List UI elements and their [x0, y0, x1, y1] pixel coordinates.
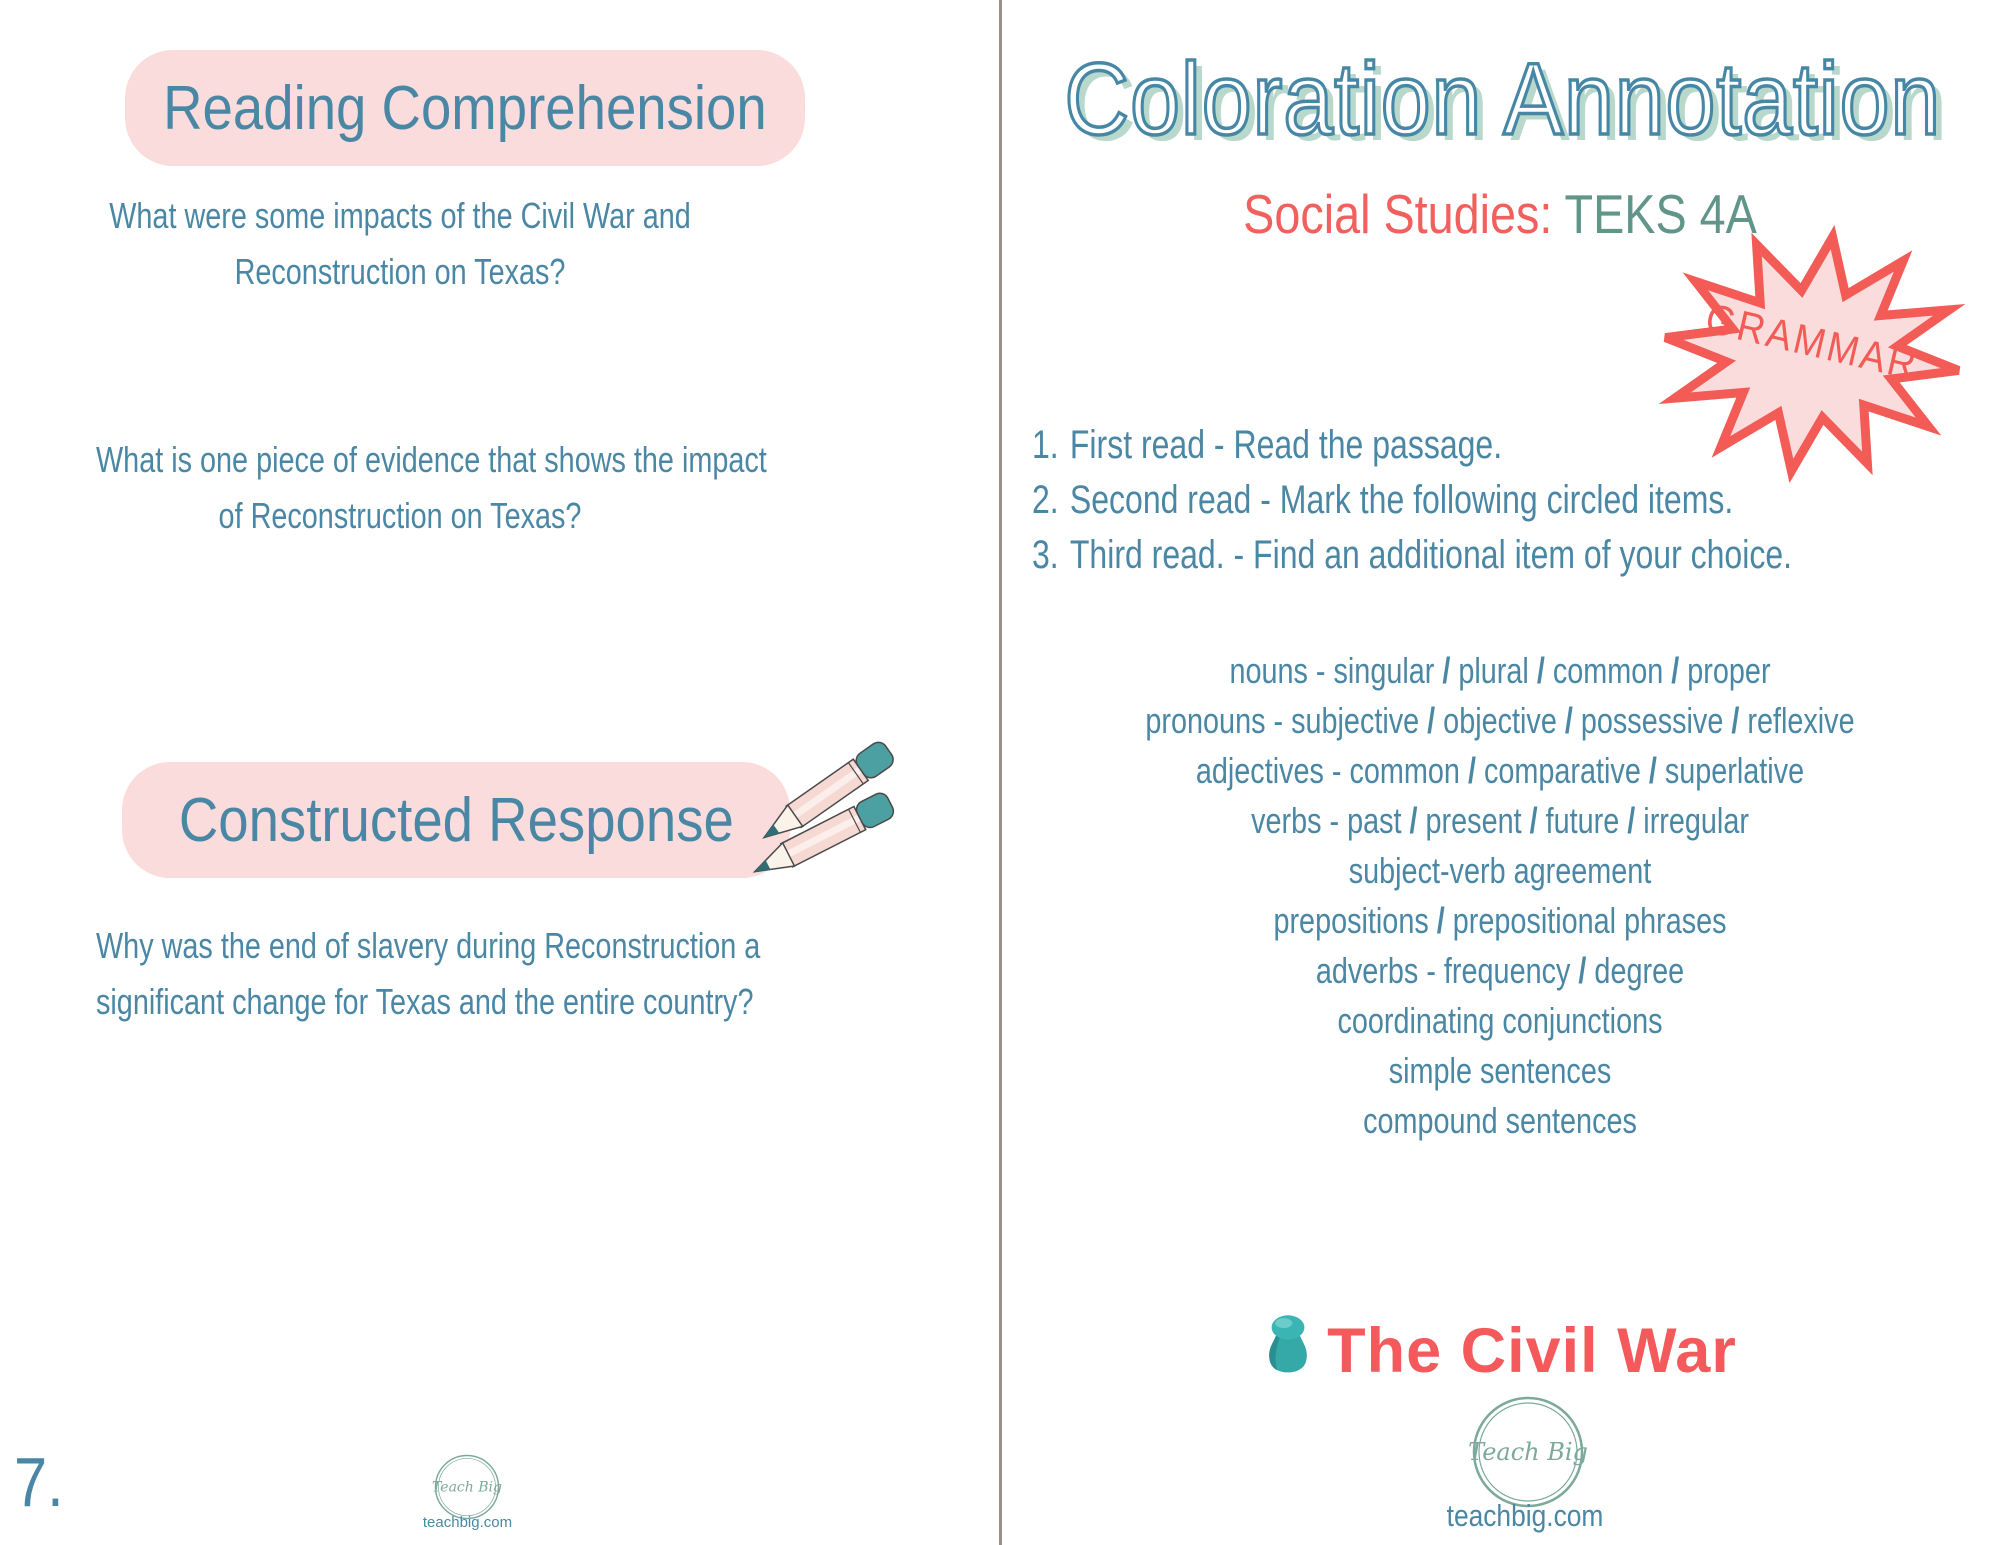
grammar-item: nouns - singular / plural / common / proper [1229, 650, 1771, 691]
teachbig-logo-text: Teach Big [1468, 1438, 1588, 1466]
step-item [1032, 528, 1800, 583]
step-text: First read - Read the passage. [1069, 423, 1503, 467]
pencils-icon [685, 724, 895, 889]
grammar-item: adverbs - frequency / degree [1315, 950, 1685, 991]
question-3-line-2: significant change for Texas and the entire country? [96, 981, 754, 1022]
grammar-item: compound sentences [1363, 1100, 1637, 1141]
teachbig-logo [1468, 1392, 1588, 1512]
reading-comprehension-heading [125, 50, 805, 166]
question-2-line-2: of Reconstruction on Texas? [218, 495, 582, 536]
pushpin-icon [1263, 1314, 1313, 1378]
question-3 [20, 918, 780, 1030]
step-item [1032, 418, 1800, 473]
reading-comprehension-label: Reading Comprehension [163, 73, 767, 143]
grammar-item: coordinating conjunctions [1337, 1000, 1663, 1041]
question-3-line-1: Why was the end of slavery during Reconstruction a [96, 925, 761, 966]
grammar-item: subject-verb agreement [1348, 850, 1652, 891]
step-number: 1. [1032, 423, 1059, 467]
subject-label: Social Studies: [1243, 183, 1553, 245]
step-text: Third read. - Find an additional item of your choice. [1069, 533, 1793, 577]
question-1-line-2: Reconstruction on Texas? [234, 251, 566, 292]
topic-title: The Civil War [1327, 1316, 1737, 1386]
step-text: Second read - Mark the following circled items. [1069, 478, 1734, 522]
grammar-item: adjectives - common / comparative / superlative [1195, 750, 1805, 791]
grammar-items-list [1005, 646, 1995, 1146]
step-item [1032, 473, 1800, 528]
grammar-item: prepositions / prepositional phrases [1273, 900, 1727, 941]
teachbig-url: teachbig.com [1446, 1498, 1604, 1533]
teachbig-logo-small-text: Teach Big [432, 1479, 502, 1496]
constructed-response-label: Constructed Response [178, 785, 734, 855]
question-2-line-1: What is one piece of evidence that shows the impact [96, 439, 767, 480]
instruction-steps [1032, 418, 1992, 583]
question-1-line-1: What were some impacts of the Civil War and [109, 195, 691, 236]
grammar-item: simple sentences [1388, 1050, 1612, 1091]
step-number: 3. [1032, 533, 1059, 577]
grammar-badge-label: GRAMMAR [1701, 294, 1923, 389]
page-title: Coloration Annotation [1064, 42, 1942, 156]
grammar-item: pronouns - subjective / objective / possessive / reflexive [1145, 700, 1855, 741]
question-2 [20, 432, 780, 544]
teks-label: TEKS 4A [1564, 183, 1757, 245]
question-1 [20, 188, 780, 300]
topic-row [1000, 1314, 2000, 1388]
teachbig-logo-small [432, 1452, 502, 1522]
step-number: 2. [1032, 478, 1059, 522]
teachbig-url-small: teachbig.com [422, 1514, 513, 1531]
grammar-item: verbs - past / present / future / irregular [1251, 800, 1749, 841]
page-number: 7. [14, 1443, 64, 1521]
